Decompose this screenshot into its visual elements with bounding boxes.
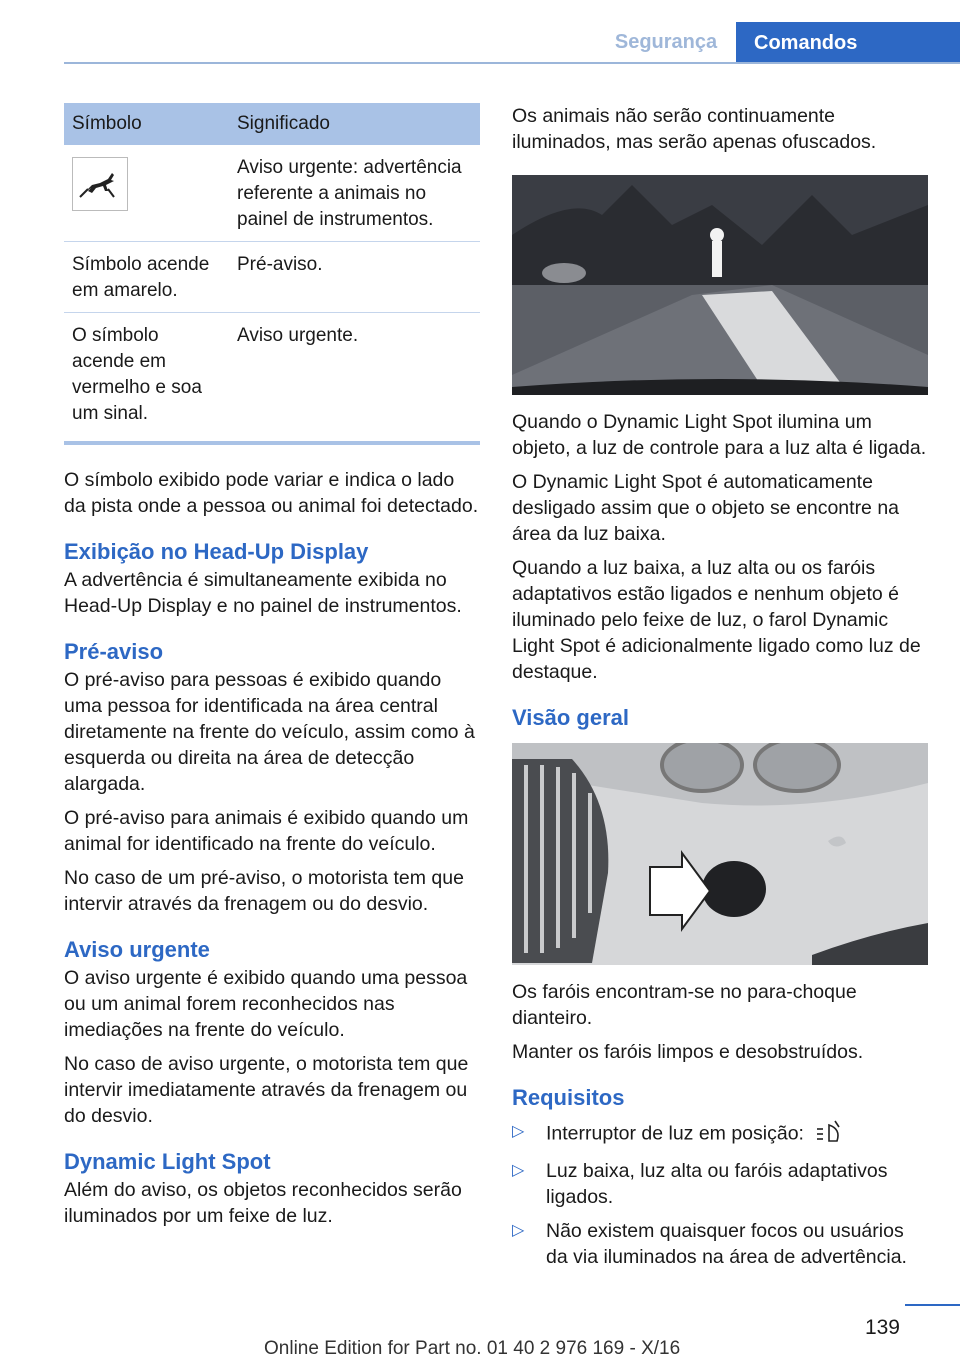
table-cell-symbol: Símbolo acende em amarelo. xyxy=(64,242,229,313)
headlight-auto-icon xyxy=(815,1119,845,1150)
list-item xyxy=(512,1158,928,1210)
triangle-bullet-icon: ▷ xyxy=(512,1222,525,1239)
right-paragraph-3: Quando a luz baixa, a luz alta ou os faróis adaptativos estão ligados e nenhum objeto é iluminado pelo feixe de luz, o farol Dynamic Light Spot é adicionalmente ligado como luz de destaque. xyxy=(512,557,921,683)
intro-paragraph: O símbolo exibido pode variar e indica o lado da pista onde a pessoa ou animal foi detectado. xyxy=(64,469,479,517)
right-column xyxy=(512,103,928,1278)
table-cell-meaning: Aviso urgente. xyxy=(237,325,359,346)
footer-rule xyxy=(905,1304,960,1306)
header-chapter-tab[interactable]: Comandos xyxy=(736,22,960,64)
animals-paragraph: Os animais não serão continuamente iluminados, mas serão apenas ofuscados. xyxy=(512,105,877,153)
list-item xyxy=(512,1119,928,1150)
heading-requirements: Requisitos xyxy=(512,1085,625,1110)
requirement-text: Não existem quaisquer focos ou usuários da via iluminados na área de advertência. xyxy=(546,1220,907,1268)
heading-hud: Exibição no Head-Up Display xyxy=(64,539,369,564)
list-item xyxy=(512,1218,928,1270)
pre-warning-paragraph-3: No caso de um pré-aviso, o motorista tem que intervir através da frenagem ou do desvio. xyxy=(64,867,464,915)
triangle-bullet-icon: ▷ xyxy=(512,1123,525,1140)
table-cell-symbol: O símbolo acende em vermelho e soa um sinal. xyxy=(72,325,202,424)
heading-pre-warning: Pré-aviso xyxy=(64,639,164,664)
dynamic-light-spot-paragraph: Além do aviso, os objetos reconhecidos serão iluminados por um feixe de luz. xyxy=(64,1179,462,1227)
pre-warning-paragraph-1: O pré-aviso para pessoas é exibido quando uma pessoa for identificada na área central diretamente na frente do veículo, assim como à esquerda ou direita na área de detecção alargada. xyxy=(64,669,475,795)
table-row xyxy=(64,145,480,242)
requirement-text: Interruptor de luz em posição: xyxy=(546,1122,804,1145)
table-row xyxy=(64,242,480,313)
header-rule xyxy=(64,62,960,64)
edition-text: Online Edition for Part no. 01 40 2 976 169 - X/16 xyxy=(264,1338,681,1359)
page-number: 139 xyxy=(864,1316,900,1339)
urgent-paragraph-2: No caso de aviso urgente, o motorista tem que intervir imediatamente através da frenagem ou do desvio. xyxy=(64,1053,469,1127)
hud-paragraph: A advertência é simultaneamente exibida no Head-Up Display e no painel de instrumentos. xyxy=(64,569,462,617)
table-cell-meaning: Pré-aviso. xyxy=(229,242,480,313)
overview-paragraph-2: Manter os faróis limpos e desobstruídos. xyxy=(512,1041,864,1063)
triangle-bullet-icon: ▷ xyxy=(512,1162,525,1179)
heading-dynamic-light-spot: Dynamic Light Spot xyxy=(64,1149,271,1174)
table-row xyxy=(64,313,480,442)
right-paragraph-1: Quando o Dynamic Light Spot ilumina um objeto, a luz de controle para a luz alta é ligada. xyxy=(512,411,927,459)
left-column xyxy=(64,103,480,1237)
heading-urgent-warning: Aviso urgente xyxy=(64,937,210,962)
requirements-list xyxy=(512,1119,928,1270)
table-header-symbol: Símbolo xyxy=(64,103,229,145)
bumper-headlight-photo xyxy=(512,743,928,965)
heading-overview: Visão geral xyxy=(512,705,629,730)
right-paragraph-2: O Dynamic Light Spot é automaticamente desligado assim que o objeto se encontre na área da luz baixa. xyxy=(512,471,900,545)
table-cell-meaning: Aviso urgente: advertência referente a animais no painel de instrumentos. xyxy=(229,145,480,242)
pre-warning-paragraph-2: O pré-aviso para animais é exibido quando um animal for identificado na frente do veículo. xyxy=(64,807,469,855)
night-road-photo xyxy=(512,175,928,395)
urgent-paragraph-1: O aviso urgente é exibido quando uma pessoa ou um animal forem reconhecidos nas imediações na frente do veículo. xyxy=(64,967,468,1041)
header-section-tab[interactable]: Segurança xyxy=(614,30,718,53)
symbol-table xyxy=(64,103,480,441)
table-header-meaning: Significado xyxy=(229,103,480,145)
overview-paragraph-1: Os faróis encontram-se no para-choque dianteiro. xyxy=(512,981,857,1029)
requirement-text: Luz baixa, luz alta ou faróis adaptativos ligados. xyxy=(546,1160,888,1208)
deer-warning-icon xyxy=(72,157,128,211)
